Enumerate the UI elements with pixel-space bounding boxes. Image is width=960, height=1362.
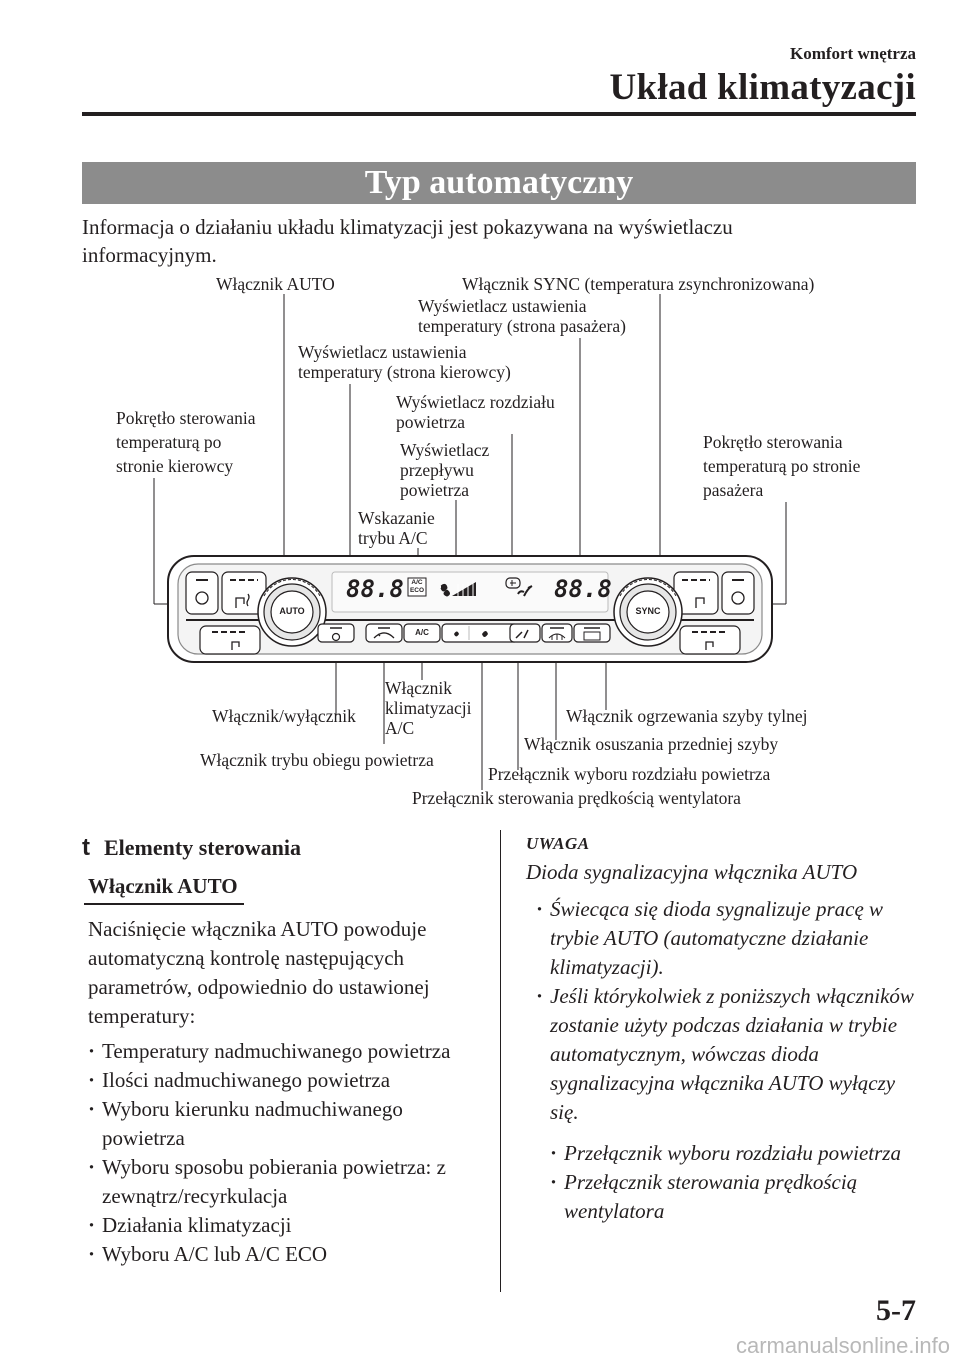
passenger-seat-vent-button bbox=[722, 572, 754, 614]
list-item: · Wyboru A/C lub A/C ECO bbox=[88, 1240, 478, 1269]
intro-paragraph: Informacja o działaniu układu klimatyzacji jest pokazywana na wyświetlaczu informacyjnym. bbox=[82, 215, 733, 267]
passenger-temp-display: 88.8 bbox=[554, 575, 612, 603]
note-sub-list bbox=[550, 1139, 926, 1226]
label-pass-temp-display-1: Wyświetlacz ustawienia bbox=[418, 296, 587, 316]
auto-parameter-list bbox=[88, 1037, 478, 1269]
label-pass-temp-display-2: temperatury (strona pasażera) bbox=[418, 316, 626, 336]
list-item: · Wyboru sposobu pobierania powietrza: z zewnątrz/recyrkulacja bbox=[88, 1153, 478, 1211]
label-ac-mode-1: Wskazanie bbox=[358, 508, 435, 528]
label-distribution-display-1: Wyświetlacz rozdziału bbox=[396, 392, 555, 412]
label-driver-knob-2: temperaturą po bbox=[116, 432, 222, 452]
left-body bbox=[88, 915, 478, 1269]
label-auto-switch: Włącznik AUTO bbox=[216, 274, 335, 294]
label-ac-mode-2: trybu A/C bbox=[358, 528, 428, 548]
rear-defrost-button bbox=[574, 624, 610, 642]
label-driver-knob-1: Pokrętło sterowania bbox=[116, 408, 256, 428]
note-sub-item: · Przełącznik wyboru rozdziału powietrza bbox=[550, 1139, 926, 1168]
subheading-underline bbox=[84, 903, 244, 905]
driver-temp-display: 88.8 bbox=[346, 575, 404, 603]
label-driver-temp-display-1: Wyświetlacz ustawienia bbox=[298, 342, 467, 362]
fan-speed-switch bbox=[442, 624, 518, 642]
list-item: · Ilości nadmuchiwanego powietrza bbox=[88, 1066, 478, 1095]
label-ac-switch-2: klimatyzacji bbox=[385, 698, 472, 718]
watermark: carmanualsonline.info bbox=[735, 1333, 950, 1358]
note-item: · Świecąca się dioda sygnalizuje pracę w trybie AUTO (automatyczne działanie klimatyzacji). bbox=[536, 895, 926, 982]
label-ac-switch-1: Włącznik bbox=[385, 678, 453, 698]
page-title: Typ automatyczny bbox=[82, 162, 916, 204]
label-sync-switch: Włącznik SYNC (temperatura zsynchronizowana) bbox=[462, 274, 815, 294]
note-subtitle: Dioda sygnalizacyjna włącznika AUTO bbox=[526, 860, 858, 884]
label-airflow-display-2: przepływu bbox=[400, 460, 474, 480]
auto-button[interactable]: AUTO bbox=[279, 606, 305, 616]
list-item: · Wyboru kierunku nadmuchiwanego powietrza bbox=[88, 1095, 478, 1153]
label-distribution-display-2: powietrza bbox=[396, 412, 465, 432]
ac-button-label: A/C bbox=[415, 628, 429, 637]
note-title: UWAGA bbox=[526, 834, 590, 853]
section-heading-text: Elementy sterowania bbox=[104, 835, 301, 860]
label-pass-knob-3: pasażera bbox=[703, 480, 764, 500]
label-rear-defrost: Włącznik ogrzewania szyby tylnej bbox=[566, 706, 808, 726]
note-item: · Jeśli którykolwiek z poniższych włączników zostanie użyty podczas działania w trybie automatycznym, wówczas dioda sygnalizacyjna włącznika AUTO wyłączy się. bbox=[536, 982, 926, 1127]
ac-mode-indicator-ac: A/C bbox=[411, 579, 423, 586]
note-list bbox=[536, 895, 926, 1127]
label-distribution-selector: Przełącznik wyboru rozdziału powietrza bbox=[488, 764, 771, 784]
column-divider bbox=[500, 830, 501, 1292]
driver-seat-vent-button bbox=[186, 572, 218, 614]
list-item: · Działania klimatyzacji bbox=[88, 1211, 478, 1240]
section-heading bbox=[82, 834, 301, 862]
label-pass-knob-2: temperaturą po stronie bbox=[703, 456, 861, 476]
label-front-defrost: Włącznik osuszania przedniej szyby bbox=[524, 734, 779, 754]
header-section: Komfort wnętrza bbox=[789, 44, 916, 63]
header-chapter: Układ klimatyzacji bbox=[609, 67, 916, 108]
label-driver-temp-display-2: temperatury (strona kierowcy) bbox=[298, 362, 511, 382]
page-number: 5-7 bbox=[876, 1294, 916, 1327]
section-mark: t bbox=[82, 834, 90, 861]
note-sub-item: · Przełącznik sterowania prędkością wentylatora bbox=[550, 1168, 926, 1226]
sync-button[interactable]: SYNC bbox=[635, 606, 661, 616]
driver-seat-heat-button-2 bbox=[200, 626, 260, 654]
auto-paragraph: Naciśnięcie włącznika AUTO powoduje automatyczną kontrolę następujących parametrów, odpowiednio do ustawionej temperatury: bbox=[88, 917, 430, 1028]
ac-mode-indicator bbox=[409, 579, 425, 595]
list-item: · Temperatury nadmuchiwanego powietrza bbox=[88, 1037, 478, 1066]
ac-mode-indicator-eco: ECO bbox=[409, 587, 425, 594]
passenger-seat-heat-button-2 bbox=[680, 626, 740, 654]
label-ac-switch-3: A/C bbox=[385, 718, 415, 738]
note-body bbox=[536, 895, 926, 1226]
label-fan-speed: Przełącznik sterowania prędkością wentylatora bbox=[412, 788, 741, 808]
label-airflow-display-3: powietrza bbox=[400, 480, 469, 500]
subheading-auto-switch: Włącznik AUTO bbox=[88, 874, 238, 898]
distribution-selector-button bbox=[510, 624, 540, 642]
label-driver-knob-3: stronie kierowcy bbox=[116, 456, 234, 476]
label-airflow-display-1: Wyświetlacz bbox=[400, 440, 490, 460]
label-power-switch: Włącznik/wyłącznik bbox=[212, 706, 356, 726]
label-recirculation: Włącznik trybu obiegu powietrza bbox=[200, 750, 434, 770]
leader-lines bbox=[154, 294, 786, 790]
label-pass-knob-1: Pokrętło sterowania bbox=[703, 432, 843, 452]
